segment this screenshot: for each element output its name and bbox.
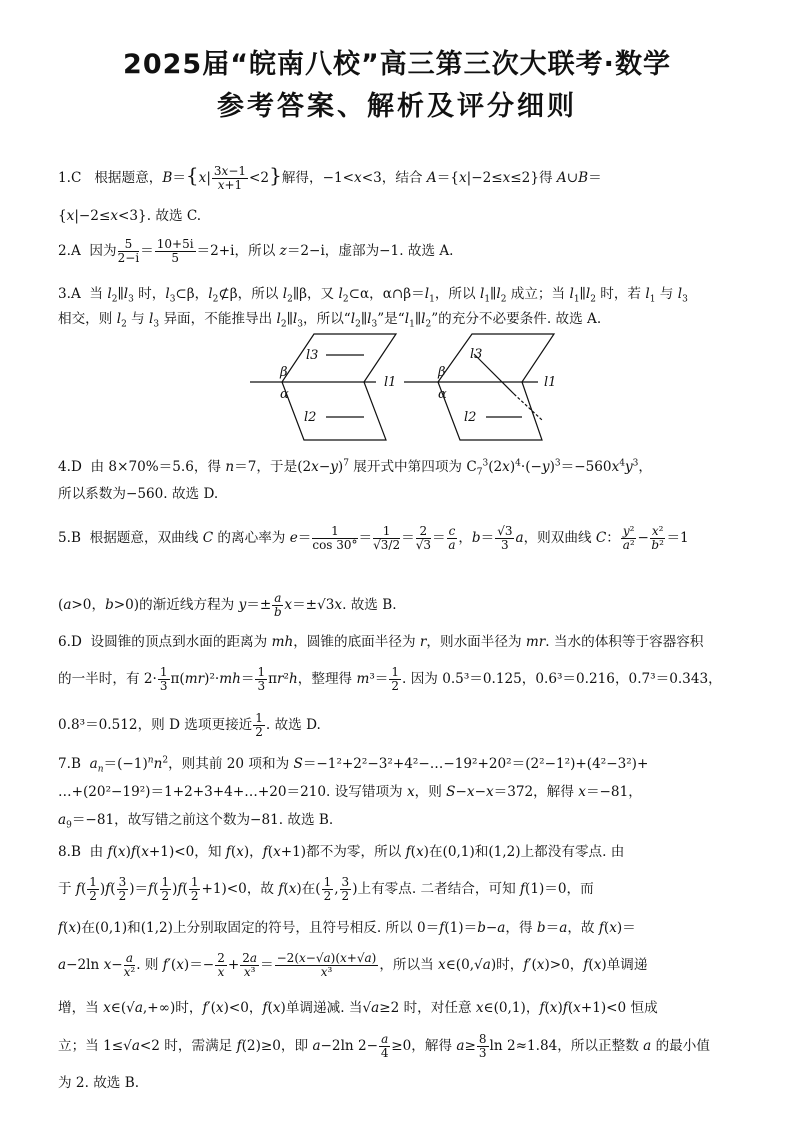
plane-beta-right bbox=[438, 334, 554, 382]
answer-5-cont: (a>0，b>0)的渐近线方程为 y＝± $\frac{a}{b}$ x＝±√3x. 故选 B. bbox=[58, 592, 397, 619]
answer-1-cont: {x|−2≤x<3}. 故选 C. bbox=[58, 208, 202, 224]
answer-8-cont6: 为 2. 故选 B. bbox=[58, 1075, 140, 1091]
answer-3-cont: 相交，则 $l_2$ 与 $l_3$ 异面，不能推导出 $l_2\parallel l_3$，所以“$l_2\parallel l_3$”是“$l_1\parallel l_2$”的充分不必要条件. 故选 A. bbox=[58, 311, 602, 330]
label-l3-right: l3 bbox=[470, 347, 483, 362]
answer-8-cont3: a−2ln x− $\frac{a}{\text{x²}}$ . 则 f′(x)＝− $\frac{2}{x}$ + $\frac{2a}{\text{x³}}$ ＝ $\frac{-2(x-√a)(x+√a)}{\text{x³}}$ ，所以当 x∈(0,√a)时，f′(x)>0，f(x)单调递 bbox=[58, 952, 648, 979]
answer-8-cont4: 增，当 x∈(√a,+∞)时，f′(x)<0，f(x)单调递减. 当√a≥2 时，对任意 x∈(0,1)，f(x)f(x+1)<0 恒成 bbox=[58, 1000, 658, 1016]
label-l1-right: l1 bbox=[544, 375, 557, 390]
answer-1: 1.C 根据题意，B＝{x| $\frac{3x-1}{x+1}$ <2}解得，−1<x<3，结合 A＝{x|−2≤x≤2}得 A∪B＝ bbox=[58, 163, 602, 192]
page-subtitle: 参考答案、解析及评分细则 bbox=[217, 91, 577, 122]
answer-7-cont2: $a_9=-81$，故写错之前这个数为−81. 故选 B. bbox=[58, 812, 334, 831]
answer-6: 6.D 设圆锥的顶点到水面的距离为 mh，圆锥的底面半径为 r，则水面半径为 mr. 当水的体积等于容器容积 bbox=[58, 634, 704, 650]
label-alpha-right: α bbox=[438, 387, 447, 402]
label-l2-right: l2 bbox=[464, 410, 477, 425]
answer-6-cont2: 0.8³＝0.512，则 D 选项更接近 $\frac{1}{2}$ . 故选 D. bbox=[58, 712, 321, 739]
answer-2: 2.A 因为 $\frac{5}{2-i}$ ＝ $\frac{10+5i}{5}$ ＝2+i，所以 z＝2−i，虚部为−1. 故选 A. bbox=[58, 238, 454, 265]
plane-alpha-right bbox=[438, 382, 542, 440]
answer-8-cont5: 立；当 1≤√a<2 时，需满足 f(2)≥0，即 a−2ln 2− $\frac{a}{4}$ ≥0，解得 a≥ $\frac{8}{3}$ ln 2≈1.84，所以正整数 a 的最小值 bbox=[58, 1033, 710, 1060]
label-l1-left: l1 bbox=[384, 375, 397, 390]
answer-6-cont: 的一半时，有 2· $\frac{1}{3}$ π(mr)²·mh＝ $\frac{1}{3}$ πr²h，整理得 m³＝ $\frac{1}{2}$ . 因为 0.5³＝0.125，0.6³＝0.216，0.7³＝0.343， bbox=[58, 666, 722, 693]
answer-5: 5.B 根据题意，双曲线 C 的离心率为 e＝ $\frac{1}{\cos 30^\circ}$ ＝ $\frac{1}{√3/2}$ ＝ $\frac{2}{√3}$ ＝ $\frac{c}{a}$ ，b＝ $\frac{√3}{3}$ a，则双曲线 C： $\frac{\text{y²}}{\text{a²}}$ − $\frac{\text{x²}}{\text{b²}}$ ＝1 bbox=[58, 525, 689, 552]
label-l3-left: l3 bbox=[306, 348, 319, 363]
answer-8-cont: 于 f( $\frac{1}{2}$ )f( $\frac{3}{2}$ )＝f( $\frac{1}{2}$ )f( $\frac{1}{2}$ +1)<0，故 f(x)在( $\frac{1}{2}$ , $\frac{3}{2}$ )上有零点. 二者结合，可知 f(1)＝0，而 bbox=[58, 876, 594, 903]
label-l2-left: l2 bbox=[304, 410, 317, 425]
answer-4: 4.D 由 8×70%＝5.6，得 n＝7，于是$(2x-y)^7$ 展开式中第四项为 $C_7^3(2x)^4\cdot(-y)^3=-560x^4y^3$， bbox=[58, 458, 652, 478]
label-alpha-left: α bbox=[280, 387, 289, 402]
answer-3: 3.A 当 $l_2\parallel l_3$ 时，$l_3\subset\beta$，$l_2⊄\beta$，所以 $l_2\parallel\beta$，又 $l_2\subset\alpha$，$\alpha\cap\beta=l_1$，所以 $l_1\parallel l_2$ 成立；当 $l_1\parallel l_2$ 时，若 $l_1$ 与 $l_3$ bbox=[58, 286, 688, 305]
label-beta-left: β bbox=[280, 365, 288, 380]
answer-8: 8.B 由 f(x)f(x+1)<0，知 f(x)，f(x+1)都不为零，所以 f(x)在(0,1)和(1,2)上都没有零点. 由 bbox=[58, 844, 625, 860]
answer-7: 7.B $a_n=(-1)^nn^2$，则其前 20 项和为 S＝−1²+2²−3²+4²−…−19²+20²＝(2²−1²)+(4²−3²)+ bbox=[58, 755, 649, 775]
plane-beta-left bbox=[282, 334, 396, 382]
label-beta-right: β bbox=[438, 365, 446, 380]
answer-4-cont: 所以系数为−560. 故选 D. bbox=[58, 486, 219, 502]
planes-figure bbox=[246, 332, 576, 448]
answer-8-cont2: f(x)在(0,1)和(1,2)上分别取固定的符号，且符号相反. 所以 0＝f(1)＝b−a，得 b＝a，故 f(x)＝ bbox=[58, 920, 636, 936]
plane-alpha-left bbox=[282, 382, 386, 440]
answer-7-cont: …+(20²−19²)＝1+2+3+4+…+20＝210. 设写错项为 x，则 S−x−x＝372，解得 x＝−81， bbox=[58, 784, 642, 800]
page-title: 2025届“皖南八校”高三第三次大联考·数学 bbox=[123, 49, 671, 80]
